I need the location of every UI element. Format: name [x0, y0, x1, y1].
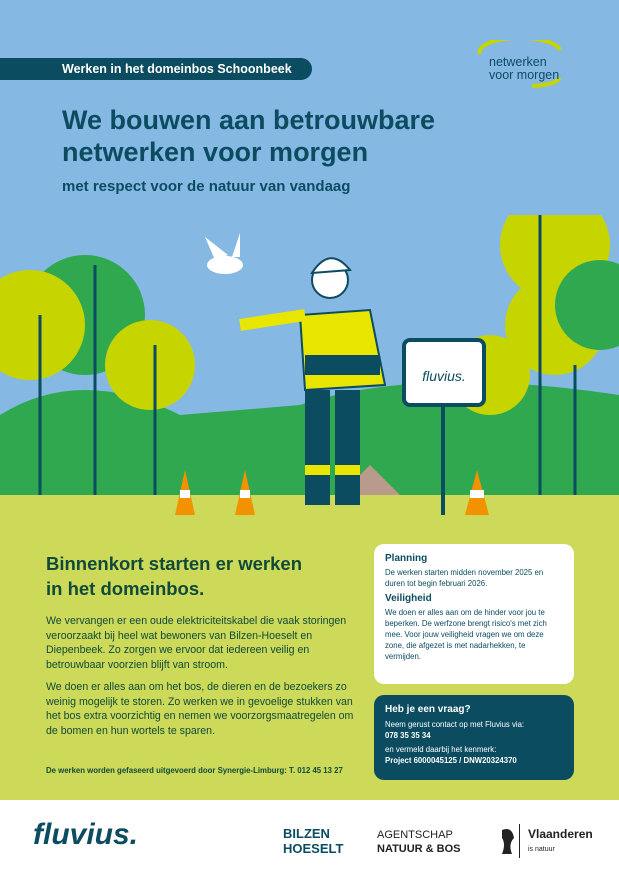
planning-text: De werken starten midden november 2025 en duren tot begin februari 2026.	[385, 568, 544, 588]
netwerken-voor-morgen-logo: netwerken voor morgen	[472, 40, 572, 90]
safety-title: Veiligheid	[385, 593, 432, 604]
intro-paragraph: We vervangen er een oude elektriciteitskabel die vaak storingen veroorzaakt bij heel wat bewoners van Bilzen-Hoeselt en Diepenbeek. Zo zorgen we ervoor dat iedereen veilig en betrouwbaar voorzien blijft van stroom.	[46, 615, 347, 671]
contact-phone-text: Neem gerust contact op met Fluvius via: 078 35 35 34	[385, 720, 525, 740]
phone-number[interactable]: 078 35 35 34	[385, 730, 431, 740]
info-card	[374, 544, 574, 684]
safety-text: We doen er alles aan om de hinder voor jou te beperken. De werfzone brengt risico's met zich mee. Voor jouw veiligheid vragen we om deze zone, die afgezet is met nadarhekken, te vermijden.	[385, 608, 547, 661]
flemish-lion-icon	[498, 824, 520, 858]
section-heading: Binnenkort starten er werken in het domeinbos.	[46, 553, 302, 599]
bilzen-hoeselt-logo: BILZEN HOESELT	[283, 826, 344, 856]
planning-title: Planning	[385, 553, 428, 564]
contact-title: Heb je een vraag?	[385, 704, 471, 715]
contact-ref-text: en vermeld daarbij het kenmerk: Project 6000045125 / DNW20324370	[385, 745, 517, 765]
location-tag: Werken in het domeinbos Schoonbeek	[0, 58, 312, 80]
nature-paragraph: We doen er alles aan om het bos, de dieren en de bezoekers zo weinig mogelijk te storen. Zo werken we in gevoelige stukken van het bos extra voorzichtig en nemen we voorzorgsmaatregelen om de bomen en hun wortels te sparen.	[46, 681, 354, 737]
anb-logo: AGENTSCHAP NATUUR & BOS	[377, 829, 461, 855]
forest-illustration	[0, 215, 619, 525]
page-title: We bouwen aan betrouwbare netwerken voor morgen	[62, 105, 436, 167]
svg-text:fluvius.: fluvius.	[422, 368, 466, 384]
vlaanderen-logo: Vlaanderen is natuur	[528, 827, 593, 853]
fluvius-logo: fluvius.	[33, 818, 139, 851]
subtitle: met respect voor de natuur van vandaag	[62, 178, 351, 195]
footer	[0, 800, 619, 877]
contact-card	[374, 695, 574, 780]
bird-icon	[205, 233, 243, 274]
contractor-note: De werken worden gefaseerd uitgevoerd door Synergie-Limburg: T. 012 45 13 27	[46, 766, 343, 775]
